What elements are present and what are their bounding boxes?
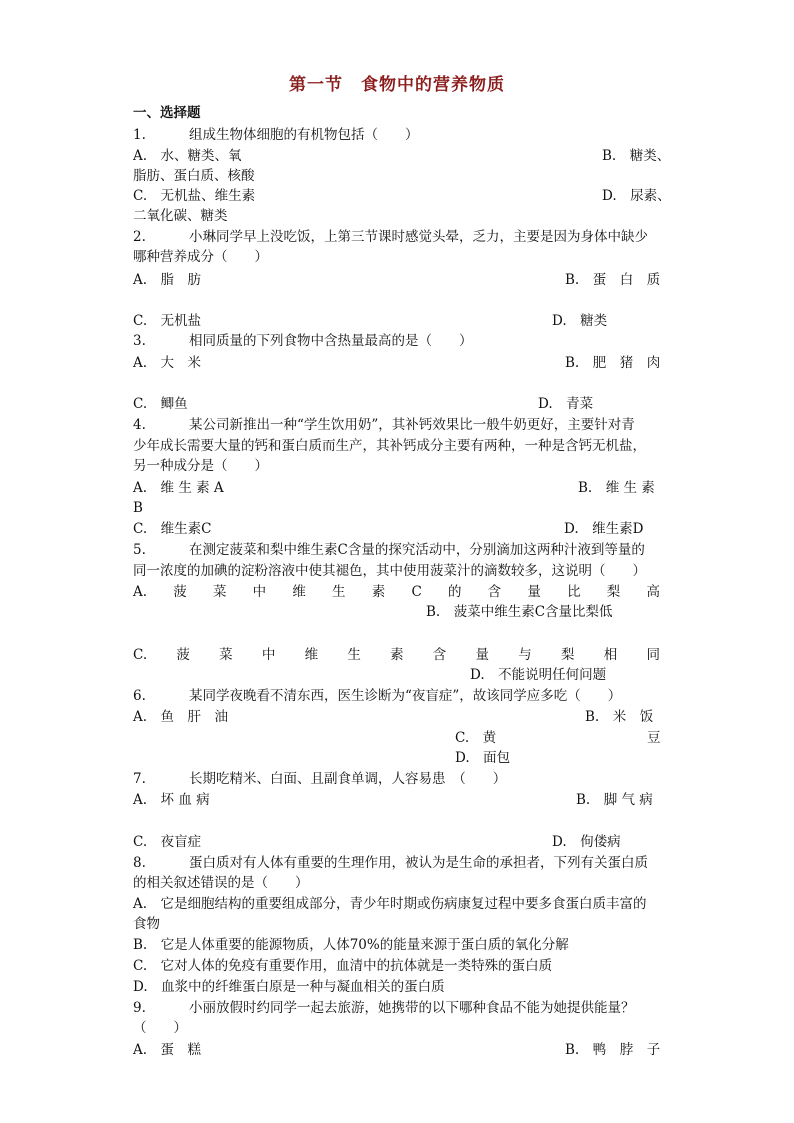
question-stem: 某同学夜晚看不清东西，医生诊断为“夜盲症”，故该同学应多吃（ ） xyxy=(189,688,622,704)
text-line: D. 尿素、 xyxy=(602,188,671,204)
section-heading: 一、选择题 xyxy=(133,105,201,121)
text-line: C. 鲫鱼 xyxy=(133,396,188,412)
text-line: A. 它是细胞结构的重要组成部分，青少年时期或伤病康复过程中要多食蛋白质丰富的 xyxy=(133,896,647,912)
text-line: A. 维 生 素 A xyxy=(133,480,224,496)
text-line: B. 脚 气 病 xyxy=(576,792,653,808)
question-stem: 长期吃精米、白面、且副食单调，人容易患 （ ） xyxy=(189,771,507,787)
question-number: 4. xyxy=(133,417,146,433)
question-stem: 小琳同学早上没吃饭，上第三节课时感觉头晕，乏力，主要是因为身体中缺少 xyxy=(189,229,648,245)
text-line: A. 大 米 xyxy=(133,355,202,371)
text-line: C. 菠 菜 中 维 生 素 含 量 与 梨 相 同 xyxy=(133,647,660,663)
text-line: B. 米 饭 xyxy=(585,709,654,725)
text-line: D. 血浆中的纤维蛋白原是一种与凝血相关的蛋白质 xyxy=(133,979,445,995)
text-line: D. 不能说明任何问题 xyxy=(470,667,607,683)
text-line: 同一浓度的加碘的淀粉溶液中使其褪色，其中使用菠菜汁的滴数较多，这说明（ ） xyxy=(133,563,646,579)
question-stem: 组成生物体细胞的有机物包括（ ） xyxy=(189,127,419,143)
text-line: B. 维 生 素 xyxy=(578,480,655,496)
question-number: 6. xyxy=(133,688,146,704)
text-line: D. 糖类 xyxy=(552,313,608,329)
text-line: B. 它是人体重要的能源物质，人体70%的能量来源于蛋白质的氧化分解 xyxy=(133,937,569,953)
text-line: B xyxy=(133,500,143,516)
text-line: 二氧化碳、糖类 xyxy=(133,208,228,224)
question-number: 8. xyxy=(133,855,146,871)
text-line: A. 菠 菜 中 维 生 素 C 的 含 量 比 梨 高 xyxy=(133,584,660,600)
text-line: 另一种成分是（ ） xyxy=(133,458,268,474)
question-number: 3. xyxy=(133,333,146,349)
text-line: A. 水、糖类、氧 xyxy=(133,148,242,164)
text-line: C. 黄 xyxy=(455,730,497,746)
question-number: 9. xyxy=(133,1000,146,1016)
text-line: B. 蛋 白 质 xyxy=(565,272,661,288)
text-line: A. 蛋 糕 xyxy=(133,1042,202,1058)
text-line: B. 鸭 脖 子 xyxy=(565,1042,661,1058)
text-line: D. 维生素D xyxy=(564,521,644,537)
text-line: 哪种营养成分（ ） xyxy=(133,249,268,265)
question-stem: 相同质量的下列食物中含热量最高的是（ ） xyxy=(189,333,473,349)
question-stem: 某公司新推出一种“学生饮用奶”，其补钙效果比一般牛奶更好，主要针对青 xyxy=(189,417,635,433)
question-stem: 蛋白质对有人体有重要的生理作用，被认为是生命的承担者，下列有关蛋白质 xyxy=(189,855,648,871)
text-line: （ ） xyxy=(133,1020,187,1036)
question-number: 7. xyxy=(133,771,146,787)
text-line: D. 青菜 xyxy=(538,396,594,412)
text-line: D. 面包 xyxy=(455,750,511,766)
text-line: B. 糖类、 xyxy=(602,148,671,164)
text-line: 脂肪、蛋白质、核酸 xyxy=(133,168,255,184)
text-line: C. 夜盲症 xyxy=(133,834,202,850)
text-line: C. 它对人体的免疫有重要作用，血清中的抗体就是一类特殊的蛋白质 xyxy=(133,958,553,974)
text-line: C. 无机盐 xyxy=(133,313,202,329)
text-line: 少年成长需要大量的钙和蛋白质而生产，其补钙成分主要有两种，一种是含钙无机盐， xyxy=(133,438,646,454)
text-line: C. 无机盐、维生素 xyxy=(133,188,256,204)
text-line: D. 佝偻病 xyxy=(552,834,621,850)
text-line: 的相关叙述错误的是（ ） xyxy=(133,875,309,891)
text-line: A. 鱼 肝 油 xyxy=(133,709,229,725)
question-stem: 在测定菠菜和梨中维生素C含量的探究活动中，分别滴加这两种汁液到等量的 xyxy=(189,542,645,558)
page-title: 第一节 食物中的营养物质 xyxy=(289,75,505,95)
text-line: 食物 xyxy=(133,916,160,932)
text-line: A. 脂 肪 xyxy=(133,272,202,288)
text-line: A. 坏 血 病 xyxy=(133,792,210,808)
text-line: B. 肥 猪 肉 xyxy=(565,355,661,371)
question-stem: 小丽放假时约同学一起去旅游，她携带的以下哪种食品不能为她提供能量？ xyxy=(189,1000,635,1016)
question-number: 1. xyxy=(133,127,146,143)
text-line: C. 维生素C xyxy=(133,521,212,537)
text-line: B. 菠菜中维生素C含量比梨低 xyxy=(426,604,613,620)
question-number: 5. xyxy=(133,542,146,558)
question-number: 2. xyxy=(133,229,146,245)
text-line: 豆 xyxy=(647,730,661,746)
